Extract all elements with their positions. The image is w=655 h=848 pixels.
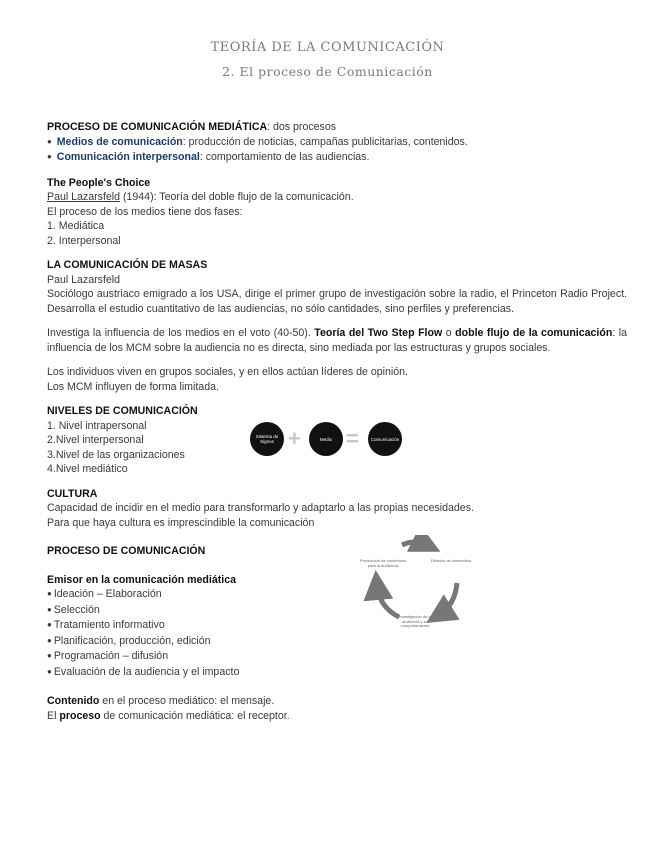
list-item: ● Selección [47,603,627,619]
section-heading: CULTURA [47,487,98,500]
document-title: TEORÍA DE LA COMUNICACIÓN [210,40,445,55]
paragraph: Los individuos viven en grupos sociales, y en ellos actúan líderes de opinión. [47,366,408,378]
list-item: 1. Nivel intrapersonal [47,419,147,432]
section-peoples-choice [47,176,627,191]
section-proceso-mediatica: PROCESO DE COMUNICACIÓN MEDIÁTICA: dos procesos [47,121,337,133]
list-item: ● Ideación – Elaboración [47,587,627,603]
section-niveles [47,404,627,419]
subsection-heading: Emisor en la comunicación mediática [47,573,236,586]
cycle-label: Difusión de contenidos [430,558,472,563]
list-item: 2.Nivel interpersonal [47,434,144,446]
paragraph: Los MCM influyen de forma limitada. [47,380,219,393]
list-item: ● Evaluación de la audiencia y el impacto [47,665,627,681]
list-item: 1. Mediática [47,220,105,232]
section-heading: LA COMUNICACIÓN DE MASAS [47,259,208,271]
list-item: 4.Nivel mediático [47,463,128,475]
document-body: PROCESO DE COMUNICACIÓN MEDIÁTICA: dos procesos ● Medios de comunicación: producción de noticias, campañas publicitarias, contenidos. ● Comunicación interpersonal: comportamiento de las audiencias. The People's Choice Paul Lazarsfeld (1944): Teoría del doble flujo de la comunicación. El proceso de los medios tiene dos fases: 1. Mediática 2. Interpersonal LA COMUNICACIÓN DE MASAS Paul Lazarsfeld Sociólogo austriaco emigrado a los USA, dirige el primer grupo de investigación sobre la radio, el Princeton Radio Project. Desarrolla el estudio cuantitativo de las audiencias, no sólo cantidades, sino perfiles y preferencias. Investiga la influencia de los medios en el voto (40-50). Teoría del Two Step Flow o doble flujo de la comunicación: la influencia de los MCM sobre la audiencia no es directa, sino mediada por las estructuras y grupos sociales. Los individuos viven en grupos sociales, y en ellos actúan líderes de opinión. Los MCM influyen de forma limitada. NIVELES DE COMUNICACIÓN 1. Nivel intrapersonal 2.Nivel interpersonal 3.Nivel de las organizaciones 4.Nivel mediático CULTURA Capacidad de incidir en el medio para transformarlo y adaptarlo a las propias necesidades. Para que haya cultura es imprescindible la comunicación PROCESO DE COMUNICACIÓN Emisor en la comunicación mediática ● Ideación – Elaboración ● Selección ● Tratamiento informativo ● Planificación, producción, edición ● Programación – difusión ● Evaluación de la audiencia y el impacto Contenido en el proceso mediático: el mensaje. El proceso de comunicación mediática: el receptor. [47,120,627,723]
diagram-circle: Medio [309,422,343,456]
section-proceso [47,544,627,559]
paragraph: Investiga la influencia de los medios en el voto (40-50). Teoría del Two Step Flow o doble flujo de la comunicación: la influencia de los MCM sobre la audiencia no es directa, sino mediada por las estructuras y grupos sociales. [47,327,628,354]
diagram-circle: Comunicación [368,422,402,456]
paragraph: El proceso de comunicación mediática: el receptor. [47,709,290,722]
niveles-diagram [250,422,402,456]
list-item: ● Comunicación interpersonal: comportamiento de las audiencias. [47,150,627,166]
section-heading: PROCESO DE COMUNICACIÓN MEDIÁTICA [47,121,268,133]
list-item: ● Medios de comunicación: producción de noticias, campañas publicitarias, contenidos. [47,135,627,151]
section-heading: PROCESO DE COMUNICACIÓN [47,545,206,557]
list-item: ● Tratamiento informativo [47,618,627,634]
equals-sign: = [346,426,359,451]
list-item: ● Programación – difusión [47,649,627,665]
diagram-circle: Sistema de Signos [250,422,284,456]
list-item: ● Planificación, producción, edición [47,634,627,650]
cycle-label: Producción de contenidos para la audiencia [359,558,407,568]
paragraph: Sociólogo austriaco emigrado a los USA, dirige el primer grupo de investigación sobre la radio, el Princeton Radio Project. Desarrolla el estudio cuantitativo de las audiencias, no sólo cantidades, sino perfiles y preferencias. [47,288,627,315]
section-cultura [47,487,627,502]
section-heading: The People's Choice [47,176,151,189]
author-name: Paul Lazarsfeld [47,191,121,203]
list-item: 3.Nivel de las organizaciones [47,448,185,461]
paragraph: Contenido en el proceso mediático: el mensaje. [47,695,275,707]
section-heading: NIVELES DE COMUNICACIÓN [47,405,198,417]
process-cycle-diagram [355,535,475,635]
list-item: 2. Interpersonal [47,234,121,247]
cycle-label: Investigación de la audiencia y su comportamiento [398,614,432,628]
section-comunicacion-masas [47,258,627,273]
plus-sign: + [288,426,301,451]
document-subtitle: 2. El proceso de Comunicación [222,64,433,79]
